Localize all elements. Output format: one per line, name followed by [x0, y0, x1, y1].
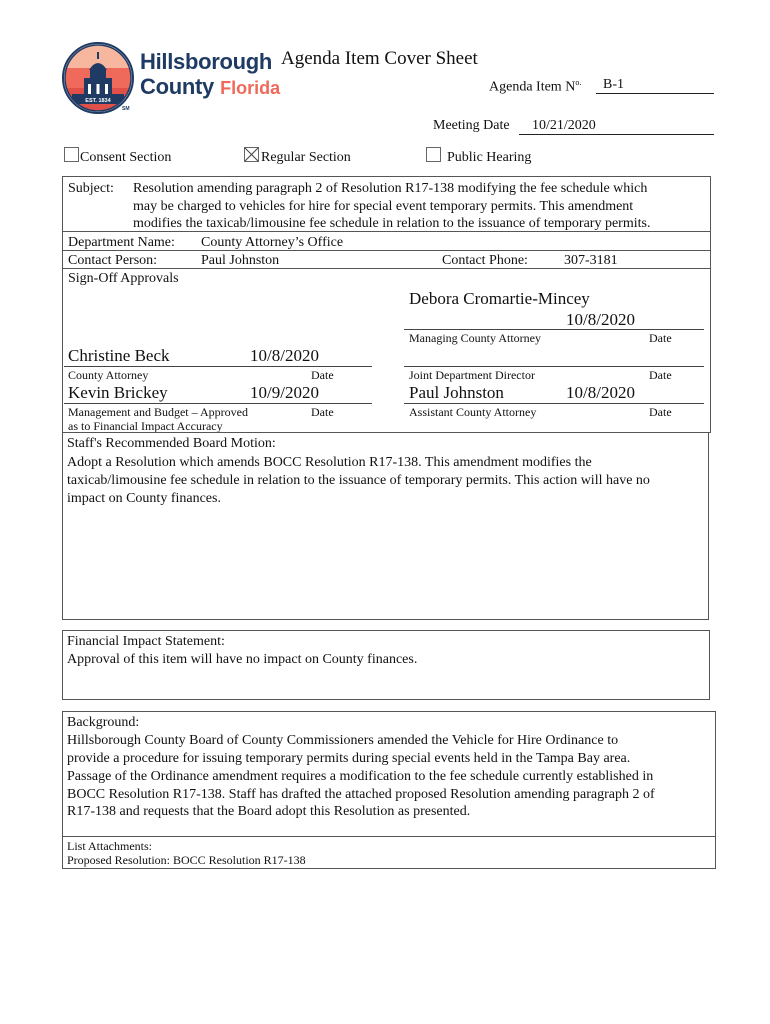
background-line-2: provide a procedure for issuing temporary permits during special events held in the Tampa Bay area. — [67, 751, 631, 766]
joint-director-role: Joint Department Director — [409, 368, 535, 382]
county-attorney-name: Christine Beck — [68, 346, 170, 365]
background-line-1: Hillsborough County Board of County Commissioners amended the Vehicle for Hire Ordinance to — [67, 733, 619, 748]
assistant-attorney-signature-line — [404, 403, 704, 404]
financial-text: Approval of this item will have no impact on County finances. — [67, 652, 418, 667]
county-attorney-role: County Attorney — [68, 368, 149, 382]
consent-section-label: Consent Section — [80, 150, 172, 165]
management-budget-role-2: as to Financial Impact Accuracy — [68, 419, 223, 433]
county-attorney-date: 10/8/2020 — [250, 346, 319, 365]
regular-section-checkbox[interactable] — [244, 147, 259, 162]
agenda-item-sup: o. — [575, 78, 582, 87]
motion-heading: Staff's Recommended Board Motion: — [67, 436, 276, 451]
subject-line-1: Resolution amending paragraph 2 of Resolution R17-138 modifying the fee schedule which — [133, 181, 648, 196]
signoff-heading: Sign-Off Approvals — [68, 271, 179, 286]
background-line-4: BOCC Resolution R17-138. Staff has drafted the attached proposed Resolution amending paragraph 2 of — [67, 787, 655, 802]
assistant-attorney-date: 10/8/2020 — [566, 383, 635, 402]
county-attorney-signature-line — [64, 366, 372, 367]
divider — [62, 268, 710, 269]
attachments-heading: List Attachments: — [67, 839, 152, 853]
public-hearing-label: Public Hearing — [447, 150, 532, 165]
subject-label: Subject: — [68, 181, 114, 196]
managing-attorney-signature-line — [404, 329, 704, 330]
motion-line-1: Adopt a Resolution which amends BOCC Resolution R17-138. This amendment modifies the — [67, 455, 592, 470]
management-budget-date-label: Date — [311, 405, 334, 419]
contact-person-value: Paul Johnston — [201, 253, 280, 268]
managing-attorney-date: 10/8/2020 — [566, 310, 635, 329]
agenda-item-value — [596, 76, 714, 94]
county-logo — [60, 42, 281, 122]
assistant-attorney-role: Assistant County Attorney — [409, 405, 537, 419]
managing-attorney-role: Managing County Attorney — [409, 331, 541, 345]
management-budget-signature-line — [64, 403, 372, 404]
logo-name-line1: Hillsborough — [140, 49, 273, 74]
page-title: Agenda Item Cover Sheet — [281, 48, 478, 69]
regular-section-label: Regular Section — [261, 150, 351, 165]
contact-person-label: Contact Person: — [68, 253, 158, 268]
checkmark-x-icon — [244, 147, 259, 162]
joint-director-signature-line — [404, 366, 704, 367]
logo-sm: SM — [122, 106, 130, 112]
motion-line-2: taxicab/limousine fee schedule in relation to the issuance of temporary permits. This action will have no — [67, 473, 650, 488]
consent-section-checkbox[interactable] — [64, 147, 79, 162]
attachments-text: Proposed Resolution: BOCC Resolution R17-138 — [67, 853, 306, 867]
public-hearing-checkbox[interactable] — [426, 147, 441, 162]
management-budget-role-1: Management and Budget – Approved — [68, 405, 248, 419]
contact-phone-value: 307-3181 — [564, 253, 618, 268]
county-attorney-date-label: Date — [311, 368, 334, 382]
management-budget-name: Kevin Brickey — [68, 383, 168, 402]
assistant-attorney-name: Paul Johnston — [409, 383, 504, 402]
managing-attorney-date-label: Date — [649, 331, 672, 345]
background-line-3: Passage of the Ordinance amendment requires a modification to the fee schedule currently established in — [67, 769, 654, 784]
financial-heading: Financial Impact Statement: — [67, 634, 225, 649]
subject-line-3: modifies the taxicab/limousine fee schedule in relation to the issuance of temporary permits. — [133, 216, 651, 231]
assistant-attorney-date-label: Date — [649, 405, 672, 419]
subject-line-2: may be charged to vehicles for hire for special event temporary permits. This amendment — [133, 199, 634, 214]
managing-attorney-name: Debora Cromartie-Mincey — [409, 289, 590, 308]
agenda-item-value-text: B-1 — [603, 77, 624, 92]
joint-director-date-label: Date — [649, 368, 672, 382]
background-line-5: R17-138 and requests that the Board adopt this Resolution as presented. — [67, 804, 471, 819]
meeting-date-value — [519, 117, 714, 135]
meeting-date-text: 10/21/2020 — [532, 118, 596, 133]
logo-florida: Florida — [220, 78, 281, 98]
logo-est: EST. 1834 — [85, 98, 111, 104]
logo-name-line2 — [140, 75, 280, 100]
department-value: County Attorney’s Office — [201, 235, 344, 250]
motion-line-3: impact on County finances. — [67, 491, 221, 506]
divider — [62, 836, 715, 837]
department-label: Department Name: — [68, 235, 175, 250]
agenda-item-label — [489, 74, 581, 96]
meeting-date-label: Meeting Date — [433, 118, 510, 133]
agenda-item-label-text: Agenda Item N — [489, 79, 576, 95]
background-heading: Background: — [67, 715, 140, 730]
logo-county: County — [140, 74, 214, 99]
management-budget-date: 10/9/2020 — [250, 383, 319, 402]
contact-phone-label: Contact Phone: — [442, 253, 528, 268]
divider — [62, 250, 710, 251]
